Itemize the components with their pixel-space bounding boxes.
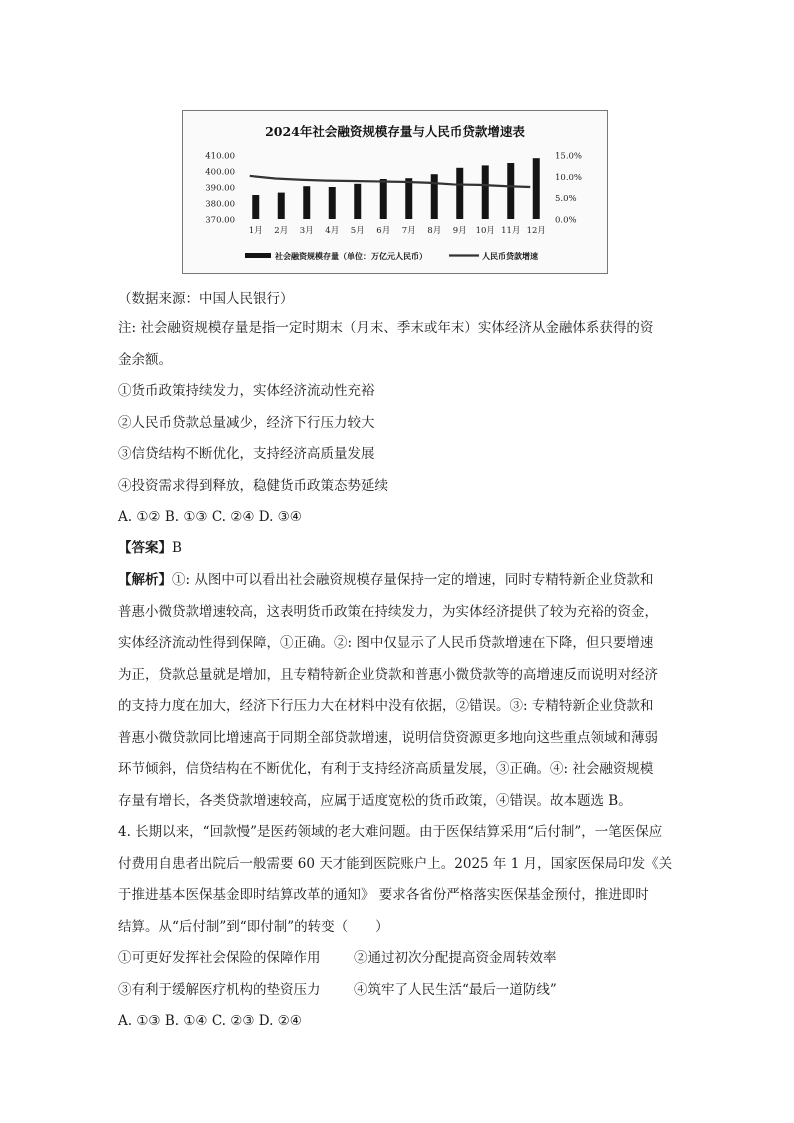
x-tick-label: 4月	[325, 226, 340, 236]
question-4	[118, 817, 678, 1038]
bar	[456, 168, 463, 219]
q4-option-2: ②通过初次分配提高资金周转效率	[354, 950, 557, 966]
legend-line-label: 人民币贷款增速	[482, 251, 538, 261]
q4-option-3: ③有利于缓解医疗机构的垫资压力	[118, 981, 321, 998]
q3-options	[118, 376, 678, 534]
x-tick-label: 8月	[427, 226, 442, 236]
analysis-line: 的支持力度在加大，经济下行压力大在材料中没有依据，②错误。③: 专精特新企业贷款和	[118, 698, 654, 714]
x-tick-label: 1月	[248, 226, 263, 236]
analysis-label: 【解析】	[118, 572, 172, 588]
y-left-tick-label: 370.00	[205, 215, 235, 226]
bar	[431, 174, 438, 219]
y-left-tick-label: 380.00	[205, 199, 235, 210]
x-tick-label: 12月	[526, 226, 546, 236]
q3-option-1: ①货币政策持续发力，实体经济流动性充裕	[118, 383, 375, 399]
bar	[252, 195, 259, 219]
y-right-tick-label: 15.0%	[555, 151, 583, 162]
x-tick-label: 5月	[350, 226, 365, 236]
bar	[354, 184, 361, 219]
q3-choices: A. ①② B. ①③ C. ②④ D. ③④	[118, 509, 302, 525]
note	[118, 313, 678, 376]
answer-label: 【答案】	[118, 540, 172, 556]
q4-option-4: ④筑牢了人民生活“最后一道防线”	[354, 981, 557, 998]
x-tick-label: 9月	[452, 226, 467, 236]
analysis-line: 存量有增长，各类贷款增速较高，应属于适度宽松的货币政策，④错误。故本题选 B。	[118, 792, 632, 809]
y-left-tick-label: 400.00	[205, 167, 235, 178]
bar	[533, 158, 540, 219]
analysis	[118, 565, 678, 817]
analysis-line: 实体经济流动性得到保障，①正确。②: 图中仅显示了人民币贷款增速在下降，但只要增速	[118, 635, 654, 651]
x-tick-label: 2月	[274, 226, 289, 236]
q4-line: 结算。从“后付制”到“即付制”的转变（ ）	[118, 918, 389, 935]
y-right-tick-label: 10.0%	[555, 172, 583, 183]
chart-figure	[182, 110, 608, 274]
bar	[278, 193, 285, 219]
x-tick-label: 11月	[501, 226, 521, 236]
chart-svg	[183, 111, 607, 273]
analysis-line: 为正，贷款总量就是增加，且专精特新企业贷款和普惠小微贷款等的高增速反而说明对经济	[118, 666, 658, 683]
analysis-line: 普惠小微贷款同比增速高于同期全部贷款增速，说明信贷资源更多地向这些重点领域和薄弱	[118, 729, 658, 746]
q4-line: 4. 长期以来，“回款慢”是医药领域的老大难问题。由于医保结算采用“后付制”，一笔医保应	[118, 824, 663, 840]
y-right-tick-label: 0.0%	[555, 215, 577, 226]
y-left-tick-label: 410.00	[205, 151, 235, 162]
analysis-line: ①: 从图中可以看出社会融资规模存量保持一定的增速，同时专精特新企业贷款和	[172, 572, 654, 588]
x-tick-label: 7月	[401, 226, 416, 236]
q4-option-1: ①可更好发挥社会保险的保障作用	[118, 950, 321, 966]
bar	[482, 165, 489, 219]
y-right-tick-label: 5.0%	[555, 194, 577, 205]
data-source: （数据来源：中国人民银行）	[118, 291, 294, 307]
answer	[118, 533, 678, 565]
q4-line: 于推进基本医保基金即时结算改革的通知》 要求各省份严格落实医保基金预付，推进即时	[118, 887, 649, 903]
analysis-line: 普惠小微贷款增速较高，这表明货币政策在持续发力，为实体经济提供了较为充裕的资金，	[118, 603, 658, 620]
answer-value: B	[172, 540, 182, 556]
chart-title: 2024年社会融资规模存量与人民币贷款增速表	[265, 124, 525, 139]
bar	[507, 163, 514, 219]
legend-bar-label: 社会融资规模存量（单位：万亿元人民币）	[275, 251, 427, 261]
note-line: 金余额。	[118, 351, 172, 368]
note-line: 注: 社会融资规模存量是指一定时期末（月末、季末或年末）实体经济从金融体系获得的资	[118, 320, 654, 336]
bar	[380, 179, 387, 219]
q3-option-3: ③信贷结构不断优化，支持经济高质量发展	[118, 446, 375, 462]
q3-option-4: ④投资需求得到释放，稳健货币政策态势延续	[118, 477, 388, 494]
y-left-tick-label: 390.00	[205, 183, 235, 194]
x-tick-label: 3月	[299, 226, 314, 236]
analysis-line: 环节倾斜，信贷结构在不断优化，有利于支持经济高质量发展，③正确。④: 社会融资规模	[118, 761, 654, 777]
bar	[329, 187, 336, 219]
q4-choices: A. ①③ B. ①④ C. ②③ D. ②④	[118, 1013, 302, 1029]
legend-bar-swatch	[245, 253, 271, 258]
x-tick-label: 10月	[475, 226, 495, 236]
q4-line: 付费用自患者出院后一般需要 60 天才能到医院账户上。2025 年 1 月，国家医保局印发《关	[118, 855, 673, 872]
x-tick-label: 6月	[376, 226, 391, 236]
bar	[405, 178, 412, 219]
bar	[303, 186, 310, 219]
q3-option-2: ②人民币贷款总量减少，经济下行压力较大	[118, 414, 375, 431]
